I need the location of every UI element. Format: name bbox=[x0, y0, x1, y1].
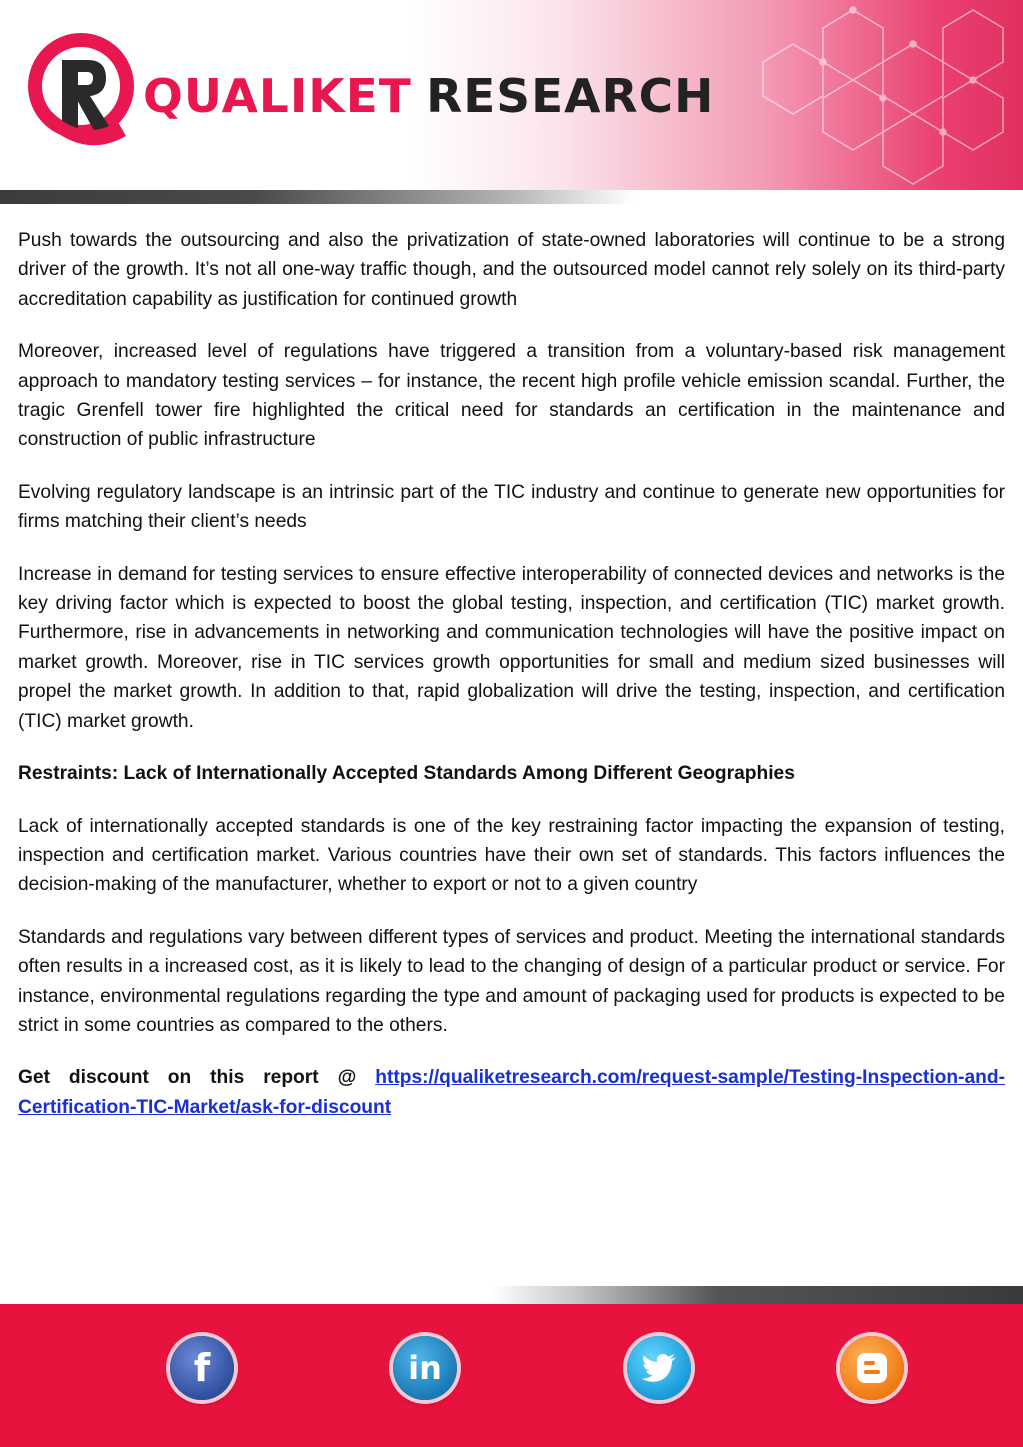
discount-link[interactable]: https://qualiketresearch.com/request-sample/Testing-Inspection-and-Certification-TIC-Market/ask-for-discount bbox=[18, 1067, 1005, 1118]
blogger-glyph bbox=[855, 1351, 889, 1385]
qr-logo-icon bbox=[22, 30, 140, 148]
discount-line bbox=[18, 1063, 1005, 1122]
paragraph-outsourcing: Push towards the outsourcing and also the privatization of state-owned laboratories will continue to be a strong driver of the growth. It’s not all one-way traffic though, and the outsourced model cannot rely solely on its third-party accreditation capability as justification for continued growth bbox=[18, 230, 1005, 310]
twitter-bird-glyph bbox=[641, 1353, 677, 1383]
paragraph-demand-drivers: Increase in demand for testing services to ensure effective interoperability of connected devices and networks is the key driving factor which is expected to boost the global testing, inspection, and certification (TIC) market growth. Furthermore, rise in advancements in networking and communication technologies will have the positive impact on market growth. Moreover, rise in TIC services growth opportunities for small and medium sized businesses will propel the market growth. In addition to that, rapid globalization will drive the testing, inspection, and certification (TIC) market growth. bbox=[18, 563, 1005, 732]
brand-word-qualiket: QUALIKET bbox=[143, 69, 412, 123]
linkedin-glyph: in bbox=[408, 1349, 442, 1387]
linkedin-icon[interactable] bbox=[393, 1336, 457, 1400]
paragraph-regulations: Moreover, increased level of regulations have triggered a transition from a voluntary-based risk management approach to mandatory testing services – for instance, the recent high profile vehicle emission scandal. Further, the tragic Grenfell tower fire highlighted the critical need for standards an certification in the maintenance and construction of public infrastructure bbox=[18, 341, 1005, 451]
facebook-icon[interactable] bbox=[170, 1336, 234, 1400]
footer-divider-bar bbox=[0, 1286, 1023, 1304]
brand-wordmark bbox=[143, 66, 714, 126]
discount-label: Get discount on this report @ bbox=[18, 1067, 357, 1089]
article-body bbox=[18, 226, 1005, 1145]
paragraph-regulatory-landscape: Evolving regulatory landscape is an intrinsic part of the TIC industry and continue to generate new opportunities for firms matching their client’s needs bbox=[18, 481, 1005, 533]
twitter-icon[interactable] bbox=[627, 1336, 691, 1400]
paragraph-standards-lack: Lack of internationally accepted standards is one of the key restraining factor impacting the expansion of testing, inspection and certification market. Various countries have their own set of standards. This factors influences the decision-making of the manufacturer, whether to export or not to a given country bbox=[18, 815, 1005, 896]
brand-word-research: RESEARCH bbox=[426, 69, 715, 123]
header-divider-bar bbox=[0, 190, 1023, 204]
restraints-heading: Restraints: Lack of Internationally Accepted Standards Among Different Geographies bbox=[18, 763, 795, 785]
facebook-glyph: f bbox=[193, 1346, 211, 1390]
paragraph-standards-vary: Standards and regulations vary between different types of services and product. Meeting the international standards often results in a increased cost, as it is likely to lead to the changing of design of a particular product or service. For instance, environmental regulations regarding the type and amount of packaging used for products is expected to be strict in some countries as compared to the others. bbox=[18, 926, 1005, 1036]
page-header bbox=[0, 0, 1023, 190]
blogger-icon[interactable] bbox=[840, 1336, 904, 1400]
